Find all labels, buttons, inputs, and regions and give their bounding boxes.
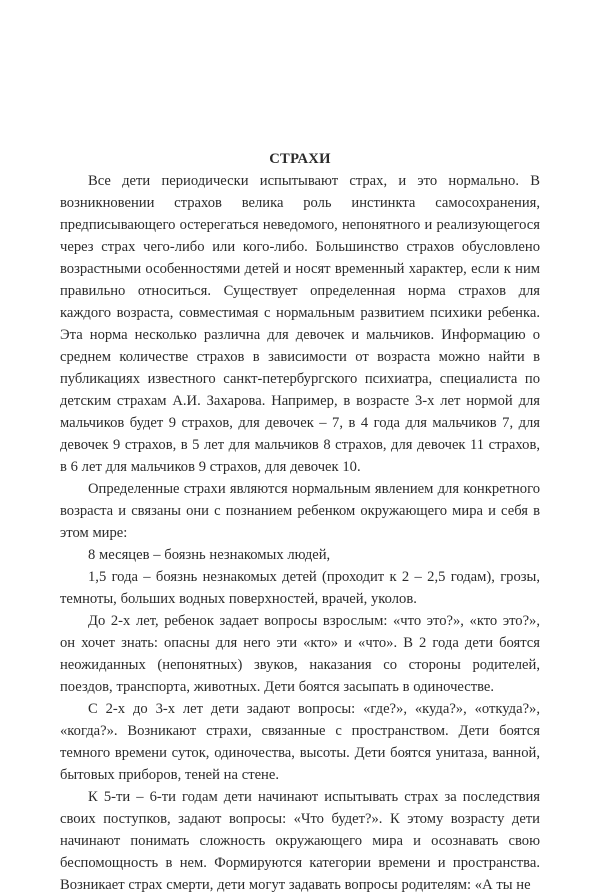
paragraph-1-5-years: 1,5 года – боязнь незнакомых детей (проходит к 2 – 2,5 годам), грозы, темноты, больших водных поверхностей, врачей, уколов. [60, 569, 540, 607]
paragraph-up-to-2-years: До 2-х лет, ребенок задает вопросы взрослым: «что это?», «кто это?», он хочет знать: опасны для него эти «кто» и «что». В 2 года дети боятся неожиданных (непонятных) звуков, наказания со стороны родителей, поездов, транспорта, животных. Дети боятся засыпать в одиночестве. [60, 613, 540, 695]
paragraph-2-to-3-years: С 2-х до 3-х лет дети задают вопросы: «где?», «куда?», «откуда?», «когда?». Возникают страхи, связанные с пространством. Дети боятся темного времени суток, одиночества, высоты. Дети боятся унитаза, ванной, бытовых приборов, теней на стене. [60, 701, 540, 783]
paragraph-age-norms-intro: Определенные страхи являются нормальным явлением для конкретного возраста и связаны они с познанием ребенком окружающего мира и себя в этом мире: [60, 481, 540, 541]
document-text-block [60, 148, 540, 896]
paragraph-5-to-6-years: К 5-ти – 6-ти годам дети начинают испытывать страх за последствия своих поступков, задают вопросы: «Что будет?». К этому возрасту дети начинают понимать сложность окружающего мира и осознавать свою беспомощность в нем. Формируются категории времени и пространства. Возникает страх смерти, дети могут задавать вопросы родителям: «А ты не [60, 789, 540, 893]
paragraph-intro: Все дети периодически испытывают страх, и это нормально. В возникновении страхов велика роль инстинкта самосохранения, предписывающего остерегаться неведомого, непонятного и реализующегося через страх чего-либо или кого-либо. Большинство страхов обусловлено возрастными особенностями детей и носят временный характер, если к ним правильно относиться. Существует определенная норма страхов для каждого возраста, совместимая с нормальным развитием психики ребенка. Эта норма несколько различна для девочек и мальчиков. Информацию о среднем количестве страхов в зависимости от возраста можно найти в публикациях известного санкт-петербургского психиатра, специалиста по детским страхам А.И. Захарова. Например, в возрасте 3-х лет нормой для мальчиков будет 9 страхов, для девочек – 7, в 4 года для мальчиков 7, для девочек 9 страхов, в 5 лет для мальчиков 8 страхов, для девочек 11 страхов, в 6 лет для мальчиков 9 страхов, для девочек 10. [60, 173, 540, 475]
paragraph-8-months: 8 месяцев – боязнь незнакомых людей, [88, 547, 331, 563]
page-title: СТРАХИ [269, 151, 331, 167]
